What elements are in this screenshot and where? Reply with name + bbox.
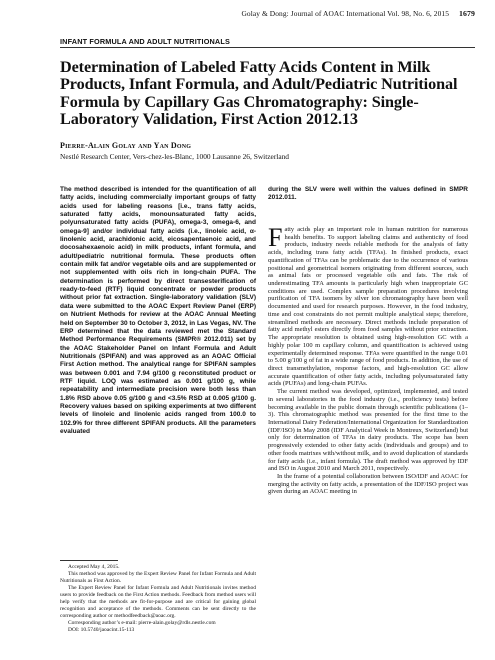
article-body	[268, 223, 468, 496]
footnote-corresponding-author: Corresponding author’s e-mail: pierre-alain.golay@rdls.nestle.com	[68, 620, 216, 626]
footnote-divider	[60, 560, 118, 561]
section-label: INFANT FORMULA AND ADULT NUTRITIONALS	[60, 37, 230, 46]
body-paragraph-1	[268, 223, 468, 388]
footnote-approval: This method was approved by the Expert Review Panel for Infant Formula and Adult Nutritionals as First Action.	[60, 571, 256, 584]
article-authors: Pierre-Alain Golay and Yan Dong	[60, 141, 192, 150]
footnote-accepted: Accepted May 4, 2015.	[68, 564, 120, 570]
footnotes	[60, 564, 256, 634]
footnote-feedback: The Expert Review Panel for Infant Formula and Adult Nutritionals invites method users to provide feedback on the First Action methods. Feedback from method users will help verify that the methods are fit-for-purpose and are critical for gaining global recognition and acceptance of the methods. Comments can be sent directly to the corresponding author or methodfeedback@aoac.org.	[60, 585, 256, 619]
drop-cap: F	[268, 223, 283, 252]
abstract-text: The method described is intended for the quantification of all fatty acids, including commercially important groups of fatty acids used for labeling reasons [i.e., trans fatty acids, saturated fatty acids, monounsaturated fatty acids, polyunsaturated fatty acids (PUFA), omega-3, omega-6, and omega-9] and/or individual fatty acids (i.e., linoleic acid, α-linolenic acid, arachidonic acid, eicosapentaenoic acid, and docosahexaenoic acid) in milk products, infant formula, and adult/pediatric nutritional formula. These products often contain milk fat and/or vegetable oils and are supplemented or not supplemented with oils rich in long-chain PUFA. The determination is performed by direct transesterification of ready-to-feed (RTF) liquid concentrate or powder products without prior fat extraction. Single-laboratory validation (SLV) data were submitted to the AOAC Expert Review Panel (ERP) on Nutrient Methods for review at the AOAC Annual Meeting held on September 30 to October 3, 2012, in Las Vegas, NV. The ERP determined that the data reviewed met the Standard Method Performance Requirements (SMPR® 2012.011) set by the AOAC Stakeholder Panel on Infant Formula and Adult Nutritionals (SPIFAN) and was approved as an AOAC Official First Action method. The analytical range for SPIFAN samples was between 0.001 and 7.94 g/100 g reconstituted product or RTF liquid. LOQ was estimated as 0.001 g/100 g, while repeatability and intermediate precision were both less than 1.8% RSD above 0.05 g/100 g and <3.5% RSD at 0.005 g/100 g. Recovery values based on spiking experiments at two different levels of linoleic and linolenic acids ranged from 100.0 to 102.9% for three different SPIFAN products. All the parameters evaluated	[60, 186, 256, 435]
abstract-continuation: during the SLV were well within the values defined in SMPR 2012.011.	[268, 186, 468, 202]
running-title: Golay & Dong: Journal of AOAC International Vol. 98, No. 6, 2015	[241, 9, 449, 18]
author-affiliation: Nestlé Research Center, Vers-chez-les-Blanc, 1000 Lausanne 26, Switzerland	[60, 152, 290, 161]
article-title: Determination of Labeled Fatty Acids Content in Milk Products, Infant Formula, and Adult/Pediatric Nutritional Formula by Capillary Gas Chromatography: Single-Laboratory Validation, First Action 2012.13	[60, 58, 458, 129]
section-divider	[60, 47, 475, 48]
body-paragraph-2: The current method was developed, optimized, implemented, and tested in several laboratories in the food industry (i.e., proficiency tests) before becoming available in the public domain through scientific publications (1–3). This chromatographic method was presented for the first time to the International Dairy Federation/International Organization for Standardization (IDF/ISO) in May 2008 (IDF Analytical Week in Montreux, Switzerland) but only for determination of TFAs in dairy products. The scope has been progressively extended to other fatty acids (individuals and groups) and to other foods matrixes with/without milk, and to avoid duplication of standards for fatty acids (i.e., infant formula). The draft method was approved by IDF and ISO in August 2010 and March 2011, respectively.	[268, 388, 468, 473]
body-paragraph-3: In the frame of a potential collaboration between ISO/IDF and AOAC for merging the activity on fatty acids, a presentation of the IDF/ISO project was given during an AOAC meeting in	[268, 473, 468, 496]
page-number: 1679	[459, 9, 475, 18]
body-paragraph-1-text: atty acids play an important role in human nutrition for numerous health benefits. To support labeling claims and authenticity of food products, industry needs reliable methods for the analysis of fatty acids, including trans fatty acids (TFAs). In finished products, exact quantification of TFAs can be problematic due to the occurrence of various positional and geometrical isomers originating from different sources, such as animal fats or processed vegetable oils and fats. The risk of underestimating TFA amounts is particularly high when inappropriate GC conditions are used. Complex sample preparation procedures involving purification of TFA isomers by silver ion chromatography have been well documented and used for research purposes. However, in the food industry, time and cost constraints do not permit multiple analytical steps; therefore, streamlined methods are necessary. Direct methods include preparation of fatty acid methyl esters directly from food samples without prior extraction. The appropriate resolution is obtained using high-resolution GC with a highly polar 100 m capillary column, and quantification is achieved using experimentally determined response. TFAs were quantified in the range 0.01 to 5.00 g/100 g of fat in a wide range of food products. In addition, the use of direct transmethylation, response factors, and high-resolution GC allow accurate quantification of other fatty acids, including polyunsaturated fatty acids (PUFAs) and long-chain PUFAs.	[268, 226, 468, 388]
footnote-doi: DOI: 10.5740/jaoacint.15-113	[68, 627, 135, 633]
running-header	[236, 9, 475, 21]
